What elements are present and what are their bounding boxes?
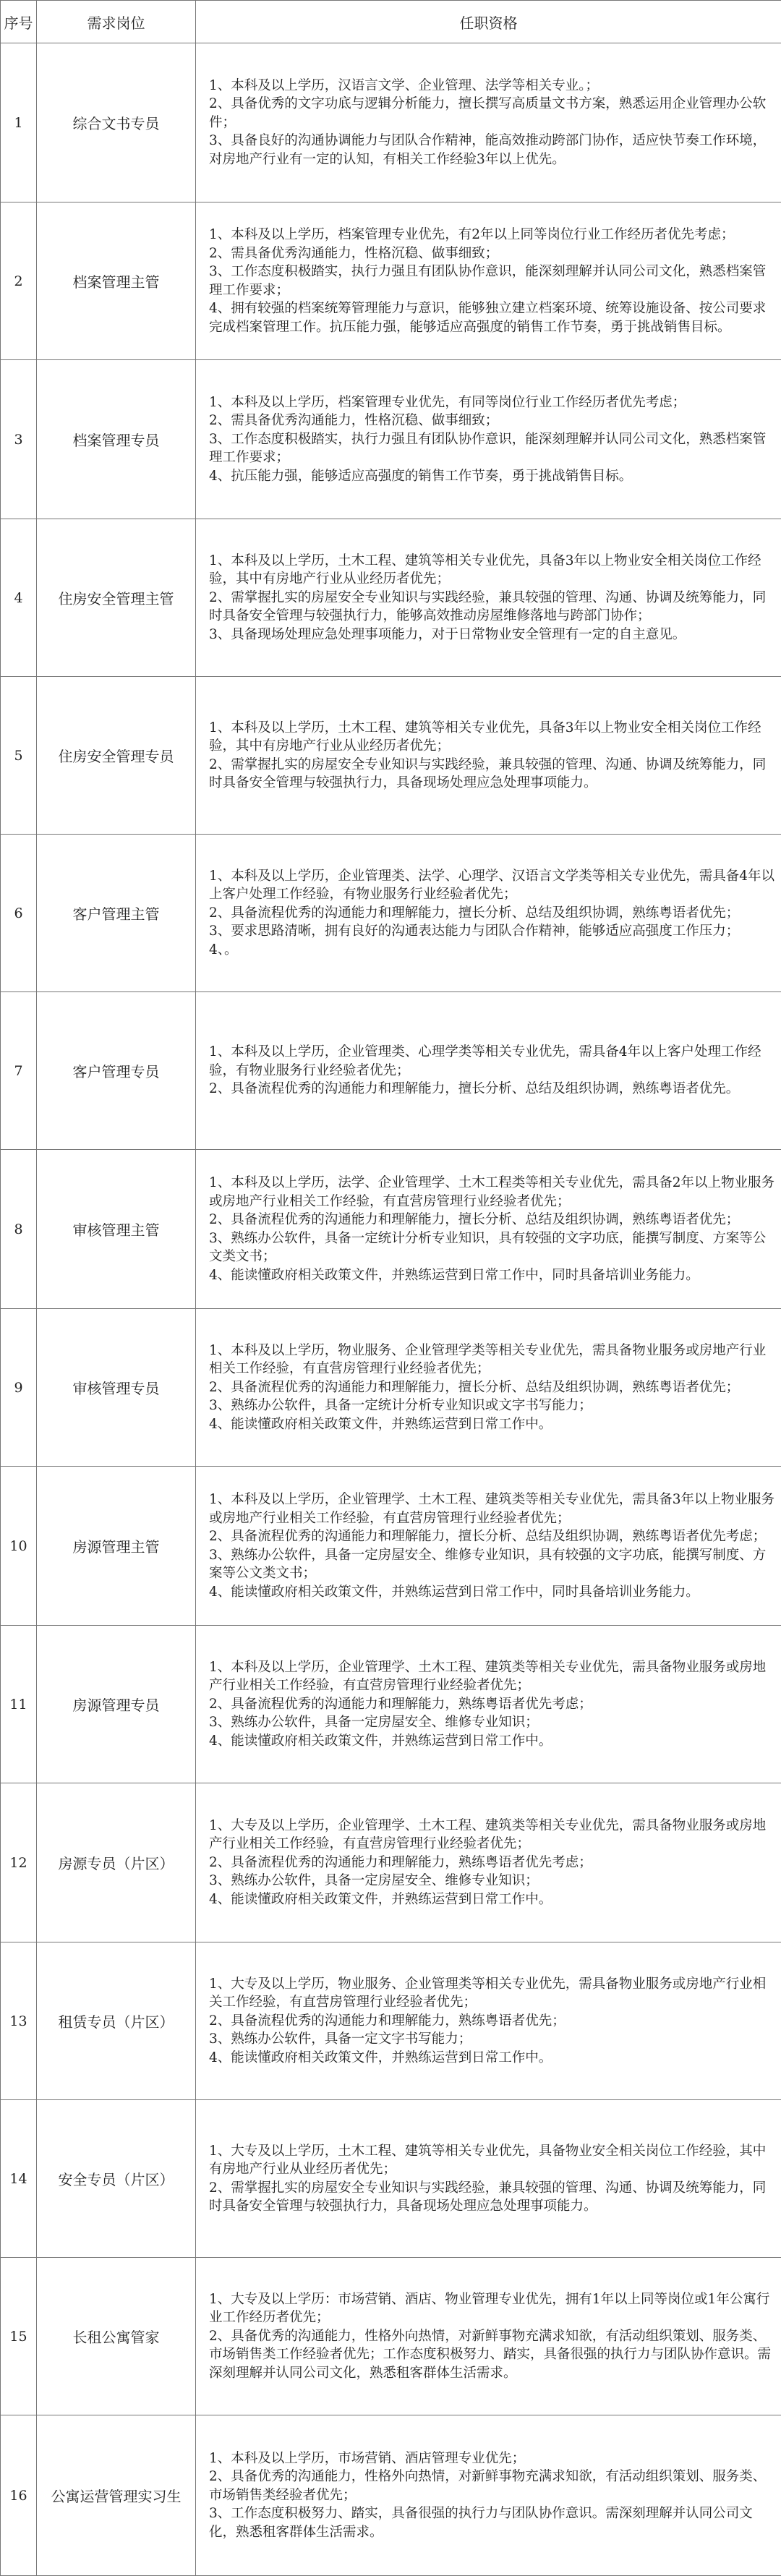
header-row xyxy=(1,1,781,43)
requirement-item: 1、本科及以上学历，企业管理学、土木工程、建筑类等相关专业优先，需具备物业服务或房地产行业相关工作经验，有直营房管理行业经验者优先； xyxy=(209,1658,775,1695)
position-title: 长租公寓管家 xyxy=(37,2258,196,2415)
requirement-item: 1、本科及以上学历，企业管理类、法学、心理学、汉语言文学类等相关专业优先，需具备4年以上客户处理工作经验，有物业服务行业经验者优先； xyxy=(209,867,775,904)
requirement-item: 1、本科及以上学历，土木工程、建筑等相关专业优先，具备3年以上物业安全相关岗位工作经验，其中有房地产行业从业经历者优先； xyxy=(209,719,775,756)
table-row xyxy=(1,202,781,360)
table-row xyxy=(1,2100,781,2258)
row-number: 1 xyxy=(1,43,37,202)
requirements-cell xyxy=(196,2258,781,2415)
requirements-cell xyxy=(196,1467,781,1626)
row-number: 5 xyxy=(1,677,37,835)
header-no: 序号 xyxy=(1,1,37,43)
requirement-item: 3、具备良好的沟通协调能力与团队合作精神，能高效推动跨部门协作，适应快节奏工作环境，对房地产行业有一定的认知，有相关工作经验3年以上优先。 xyxy=(209,132,775,169)
requirement-item: 3、熟练办公软件，具备一定统计分析专业知识或文字书写能力； xyxy=(209,1396,775,1415)
requirement-item: 4、能读懂政府相关政策文件，并熟练运营到日常工作中，同时具备培训业务能力。 xyxy=(209,1583,775,1602)
row-number: 16 xyxy=(1,2415,37,2576)
position-title: 房源管理专员 xyxy=(37,1626,196,1783)
requirement-item: 1、大专及以上学历，物业服务、企业管理类等相关专业优先，需具备物业服务或房地产行业相关工作经验，有直营房管理行业经验者优先； xyxy=(209,1975,775,2012)
requirement-item: 4、能读懂政府相关政策文件，并熟练运营到日常工作中。 xyxy=(209,1415,775,1434)
requirements-cell xyxy=(196,1942,781,2100)
row-number: 3 xyxy=(1,360,37,519)
requirement-item: 2、具备优秀的沟通能力，性格外向热情，对新鲜事物充满求知欲，有活动组织策划、服务类、市场销售类工作经验者优先；工作态度积极努力、踏实，具备很强的执行力与团队协作意识。需深刻理解并认同公司文化，熟悉租客群体生活需求。 xyxy=(209,2327,775,2383)
row-number: 9 xyxy=(1,1309,37,1467)
position-title: 租赁专员（片区） xyxy=(37,1942,196,2100)
requirements-cell xyxy=(196,202,781,360)
row-number: 2 xyxy=(1,202,37,360)
requirement-item: 1、本科及以上学历，档案管理专业优先，有同等岗位行业工作经历者优先考虑； xyxy=(209,393,775,412)
requirement-item: 1、本科及以上学历，企业管理类、心理学类等相关专业优先，需具备4年以上客户处理工作经验，有物业服务行业经验者优先； xyxy=(209,1043,775,1080)
position-title: 审核管理主管 xyxy=(37,1150,196,1309)
requirement-item: 2、具备流程优秀的沟通能力和理解能力，擅长分析、总结及组织协调，熟练粤语者优先； xyxy=(209,904,775,923)
row-number: 4 xyxy=(1,519,37,677)
row-number: 14 xyxy=(1,2100,37,2258)
position-title: 住房安全管理主管 xyxy=(37,519,196,677)
table-row xyxy=(1,835,781,992)
requirement-item: 2、需掌握扎实的房屋安全专业知识与实践经验，兼具较强的管理、沟通、协调及统筹能力，同时具备安全管理与较强执行力，具备现场处理应急处理事项能力。 xyxy=(209,756,775,793)
requirement-item: 3、熟练办公软件，具备一定房屋安全、维修专业知识； xyxy=(209,1872,775,1890)
position-title: 房源管理主管 xyxy=(37,1467,196,1626)
row-number: 6 xyxy=(1,835,37,992)
requirements-cell xyxy=(196,677,781,835)
requirement-item: 2、具备流程优秀的沟通能力和理解能力，擅长分析、总结及组织协调，熟练粤语者优先； xyxy=(209,1378,775,1397)
position-title: 客户管理专员 xyxy=(37,992,196,1150)
requirement-item: 4、能读懂政府相关政策文件，并熟练运营到日常工作中。 xyxy=(209,1732,775,1751)
row-number: 11 xyxy=(1,1626,37,1783)
requirement-item: 4、能读懂政府相关政策文件，并熟练运营到日常工作中。 xyxy=(209,2049,775,2068)
requirement-item: 2、需具备优秀沟通能力，性格沉稳、做事细致； xyxy=(209,244,775,263)
requirement-item: 1、本科及以上学历，法学、企业管理学、土木工程类等相关专业优先，需具备2年以上物业服务或房地产行业相关工作经验，有直营房管理行业经验者优先； xyxy=(209,1174,775,1211)
requirements-cell xyxy=(196,1626,781,1783)
requirement-item: 4、。 xyxy=(209,941,775,960)
position-title: 公寓运营管理实习生 xyxy=(37,2415,196,2576)
row-number: 15 xyxy=(1,2258,37,2415)
requirements-cell xyxy=(196,2100,781,2258)
requirement-item: 4、能读懂政府相关政策文件，并熟练运营到日常工作中，同时具备培训业务能力。 xyxy=(209,1266,775,1285)
header-requirements: 任职资格 xyxy=(196,1,781,43)
row-number: 12 xyxy=(1,1783,37,1942)
table-row xyxy=(1,2415,781,2576)
requirement-item: 3、熟练办公软件，具备一定房屋安全、维修专业知识； xyxy=(209,1713,775,1732)
table-row xyxy=(1,1467,781,1626)
requirement-item: 3、熟练办公软件，具备一定文字书写能力； xyxy=(209,2030,775,2049)
table-body xyxy=(1,43,781,2576)
requirement-item: 3、工作态度积极踏实，执行力强且有团队协作意识，能深刻理解并认同公司文化，熟悉档案管理工作要求； xyxy=(209,430,775,467)
requirements-cell xyxy=(196,519,781,677)
table-row xyxy=(1,677,781,835)
requirement-item: 2、具备优秀的沟通能力，性格外向热情，对新鲜事物充满求知欲，有活动组织策划、服务类、市场销售类经验者优先； xyxy=(209,2468,775,2504)
table-row xyxy=(1,1626,781,1783)
table-row xyxy=(1,519,781,677)
requirement-item: 1、大专及以上学历，企业管理学、土木工程、建筑类等相关专业优先，需具备物业服务或房地产行业相关工作经验，有直营房管理行业经验者优先； xyxy=(209,1817,775,1854)
requirement-item: 2、需掌握扎实的房屋安全专业知识与实践经验，兼具较强的管理、沟通、协调及统筹能力，同时具备安全管理与较强执行力，能够高效推动房屋维修落地与跨部门协作； xyxy=(209,589,775,626)
table-row xyxy=(1,1783,781,1942)
requirement-item: 2、具备流程优秀的沟通能力和理解能力，熟练粤语者优先； xyxy=(209,2012,775,2031)
row-number: 8 xyxy=(1,1150,37,1309)
position-title: 审核管理专员 xyxy=(37,1309,196,1467)
requirement-item: 3、工作态度积极踏实，执行力强且有团队协作意识，能深刻理解并认同公司文化，熟悉档案管理工作要求； xyxy=(209,263,775,299)
requirement-item: 2、具备流程优秀的沟通能力和理解能力，熟练粤语者优先考虑； xyxy=(209,1854,775,1872)
requirements-cell xyxy=(196,1783,781,1942)
position-title: 综合文书专员 xyxy=(37,43,196,202)
position-title: 安全专员（片区） xyxy=(37,2100,196,2258)
position-title: 档案管理主管 xyxy=(37,202,196,360)
requirement-item: 2、需具备优秀沟通能力，性格沉稳、做事细致； xyxy=(209,411,775,430)
requirements-cell xyxy=(196,2415,781,2576)
requirements-cell xyxy=(196,1150,781,1309)
requirement-item: 1、本科及以上学历，物业服务、企业管理学类等相关专业优先，需具备物业服务或房地产行业相关工作经验，有直营房管理行业经验者优先； xyxy=(209,1342,775,1378)
requirement-item: 3、要求思路清晰，拥有良好的沟通表达能力与团队合作精神，能够适应高强度工作压力； xyxy=(209,922,775,941)
row-number: 7 xyxy=(1,992,37,1150)
requirement-item: 1、本科及以上学历，市场营销、酒店管理专业优先； xyxy=(209,2449,775,2468)
table-row xyxy=(1,43,781,202)
requirement-item: 1、大专及以上学历，土木工程、建筑等相关专业优先，具备物业安全相关岗位工作经验，其中有房地产行业从业经历者优先； xyxy=(209,2142,775,2179)
header-position: 需求岗位 xyxy=(37,1,196,43)
requirement-item: 1、本科及以上学历，档案管理专业优先，有2年以上同等岗位行业工作经历者优先考虑； xyxy=(209,226,775,244)
table-row xyxy=(1,2258,781,2415)
requirement-item: 1、本科及以上学历，企业管理学、土木工程、建筑类等相关专业优先，需具备3年以上物业服务或房地产行业相关工作经验，有直营房管理行业经验者优先； xyxy=(209,1490,775,1527)
table-row xyxy=(1,992,781,1150)
requirements-cell xyxy=(196,360,781,519)
position-title: 房源专员（片区） xyxy=(37,1783,196,1942)
position-title: 住房安全管理专员 xyxy=(37,677,196,835)
requirement-item: 2、具备优秀的文字功底与逻辑分析能力，擅长撰写高质量文书方案，熟悉运用企业管理办公软件； xyxy=(209,95,775,132)
requirement-item: 3、具备现场处理应急处理事项能力，对于日常物业安全管理有一定的自主意见。 xyxy=(209,626,775,644)
requirement-item: 3、工作态度积极努力、踏实，具备很强的执行力与团队协作意识。需深刻理解并认同公司文化，熟悉租客群体生活需求。 xyxy=(209,2504,775,2541)
requirement-item: 4、拥有较强的档案统筹管理能力与意识，能够独立建立档案环境、统筹设施设备、按公司要求完成档案管理工作。抗压能力强，能够适应高强度的销售工作节奏，勇于挑战销售目标。 xyxy=(209,299,775,336)
table-row xyxy=(1,1942,781,2100)
requirement-item: 4、能读懂政府相关政策文件，并熟练运营到日常工作中。 xyxy=(209,1890,775,1909)
table-row xyxy=(1,1309,781,1467)
requirements-cell xyxy=(196,992,781,1150)
requirements-cell xyxy=(196,43,781,202)
row-number: 10 xyxy=(1,1467,37,1626)
position-title: 档案管理专员 xyxy=(37,360,196,519)
table-row xyxy=(1,1150,781,1309)
requirement-item: 3、熟练办公软件，具备一定房屋安全、维修专业知识，具有较强的文字功底，能撰写制度、方案等公文类文书； xyxy=(209,1546,775,1583)
requirement-item: 1、大专及以上学历：市场营销、酒店、物业管理专业优先，拥有1年以上同等岗位或1年公寓行业工作经历者优先； xyxy=(209,2290,775,2327)
requirements-cell xyxy=(196,835,781,992)
requirement-item: 2、具备流程优秀的沟通能力和理解能力，擅长分析、总结及组织协调，熟练粤语者优先； xyxy=(209,1211,775,1229)
requirement-item: 2、具备流程优秀的沟通能力和理解能力，擅长分析、总结及组织协调，熟练粤语者优先考虑； xyxy=(209,1527,775,1546)
table-row xyxy=(1,360,781,519)
row-number: 13 xyxy=(1,1942,37,2100)
requirement-item: 2、具备流程优秀的沟通能力和理解能力，熟练粤语者优先考虑； xyxy=(209,1695,775,1714)
requirement-item: 1、本科及以上学历，土木工程、建筑等相关专业优先，具备3年以上物业安全相关岗位工作经验，其中有房地产行业从业经历者优先； xyxy=(209,552,775,589)
requirement-item: 1、本科及以上学历，汉语言文学、企业管理、法学等相关专业。； xyxy=(209,77,775,95)
requirement-item: 4、抗压能力强，能够适应高强度的销售工作节奏，勇于挑战销售目标。 xyxy=(209,467,775,486)
requirement-item: 2、具备流程优秀的沟通能力和理解能力，擅长分析、总结及组织协调，熟练粤语者优先。 xyxy=(209,1080,775,1099)
requirement-item: 3、熟练办公软件，具备一定统计分析专业知识，具有较强的文字功底，能撰写制度、方案等公文类文书； xyxy=(209,1229,775,1266)
requirement-item: 2、需掌握扎实的房屋安全专业知识与实践经验，兼具较强的管理、沟通、协调及统筹能力，同时具备安全管理与较强执行力，具备现场处理应急处理事项能力。 xyxy=(209,2179,775,2216)
requirements-cell xyxy=(196,1309,781,1467)
position-title: 客户管理主管 xyxy=(37,835,196,992)
